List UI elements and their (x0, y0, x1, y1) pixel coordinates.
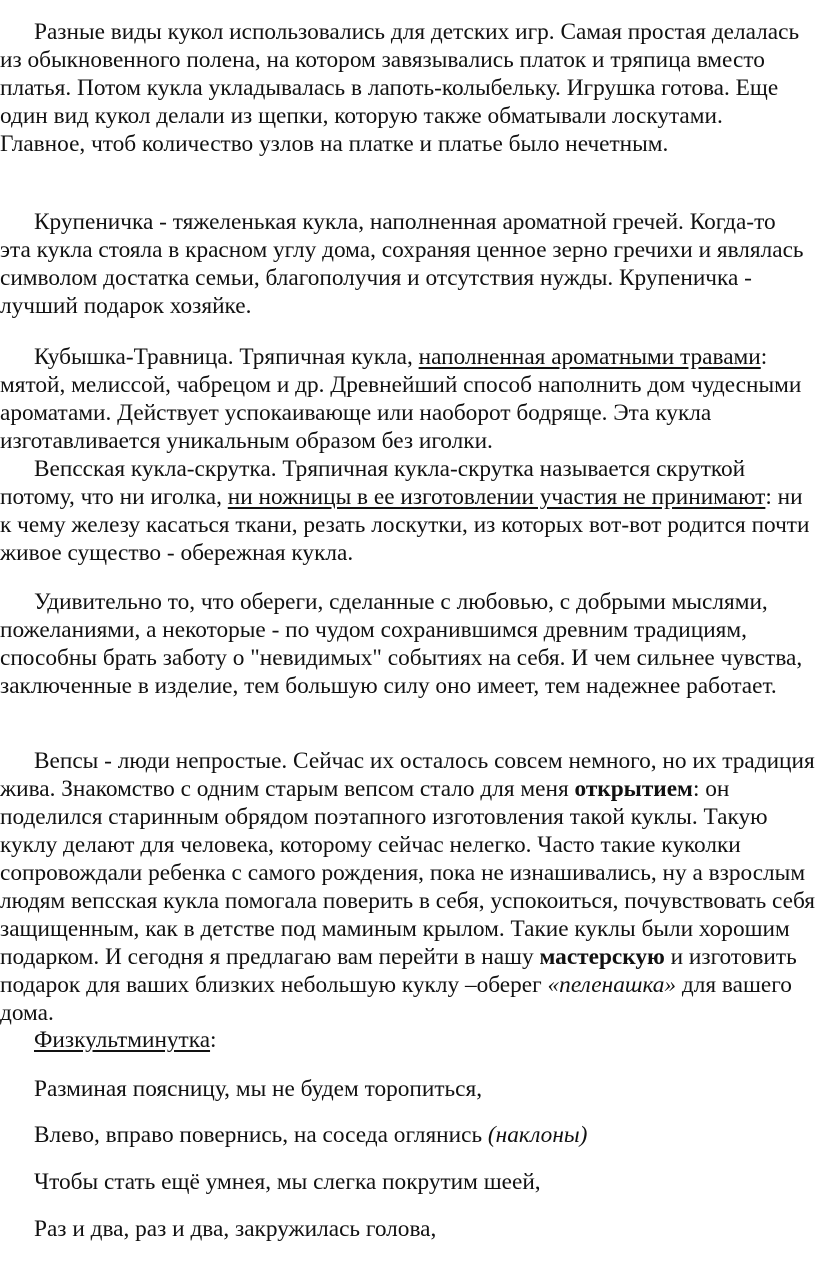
paragraph-krupenichka: Крупеничка - тяжеленькая кукла, наполненная ароматной гречей. Когда-то эта кукла стояла в красном углу дома, сохраняя ценное зерно гречихи и являлась символом достатка семьи, благополучия и отсутствия нужды. Крупеничка - лучший подарок хозяйке. (0, 209, 804, 319)
vepsy-bold-otkrytiem: открытием (574, 776, 693, 802)
paragraph-dolls-types: Разные виды кукол использовались для детских игр. Самая простая делалась из обыкновенного полена, на котором завязывались платок и тряпица вместо платья. Потом кукла укладывалась в лапоть-колыбельку. Игрушка готова. Еще один вид кукол делали из щепки, которую также обматывали лоскутами. Главное, чтоб количество узлов на платке и платье было нечетным. (0, 19, 800, 157)
skrutka-text-end: : ни к чему железу касаться ткани, резать лоскутки, из которых вот-вот родится почти живое существо - обережная кукла. (0, 484, 810, 566)
vepsy-text-b: : он поделился старинным обрядом поэтапного изготовления такой куклы. Такую куклу делают для человека, которому сейчас нелегко. Часто такие куколки сопровождали ребенка с самого рождения, пока не изнашивались, ну а взрослым людям вепсская кукла помогала поверить в себя, успокоиться, почувствовать себя защищенным, как в детстве под маминым крылом. Такие куклы были хорошим подарком. И сегодня я предлагаю вам перейти в нашу (0, 776, 816, 970)
fizkultminutka-label: Физкультминутка (34, 1027, 211, 1053)
skrutka-underlined-phrase: ни ножницы в ее изготовлении участия не принимают (227, 484, 766, 510)
poem-line-2-text: Влево, вправо повернись, на соседа оглянись (34, 1122, 488, 1148)
paragraph-kubyshka (0, 343, 816, 455)
poem-line-2-italic: (наклоны) (487, 1122, 588, 1148)
poem-line-3: Чтобы стать ещё умнея, мы слегка покрутим шеей, (34, 1169, 541, 1195)
fizkultminutka-colon: : (210, 1027, 217, 1053)
vepsy-bold-masterskaya: мастерскую (539, 944, 665, 970)
vepsy-text-c: и изготовить подарок для ваших близких небольшую куклу –оберег (0, 944, 797, 998)
paragraph-vepsy (0, 747, 816, 1027)
vepsy-italic-pelenashka: «пеленашка» (547, 972, 677, 998)
skrutka-text-start: Вепсская кукла-скрутка. Тряпичная кукла-скрутка называется скруткой потому, что ни иголка, (0, 456, 746, 510)
poem-line-1: Разминая поясницу, мы не будем торопиться, (34, 1076, 483, 1102)
poem-line-2 (34, 1121, 587, 1149)
kubyshka-text-start: Кубышка-Травница. Тряпичная кукла, (34, 344, 419, 370)
kubyshka-text-end: : мятой, мелиссой, чабрецом и др. Древнейший способ наполнить дом чудесными ароматами. Действует успокаивающе или наоборот бодряще. Эта кукла изготавливается уникальным образом без иголки. (0, 344, 802, 454)
poem-line-4: Раз и два, раз и два, закружилась голова, (34, 1216, 437, 1242)
paragraph-vepsskaya-skrutka (0, 455, 816, 567)
fizkultminutka-heading (34, 1026, 217, 1054)
vepsy-text-d: для вашего дома. (0, 972, 792, 1026)
vepsy-text-a: Вепсы - люди непростые. Сейчас их осталось совсем немного, но их традиция жива. Знакомство с одним старым вепсом стало для меня (0, 748, 815, 802)
paragraph-obereg: Удивительно то, что обереги, сделанные с любовью, с добрыми мыслями, пожеланиями, а некоторые - по чудом сохранившимся древним традициям, способны брать заботу о "невидимых" событиях на себя. И чем сильнее чувства, заключенные в изделие, тем большую силу оно имеет, тем надежнее работает. (0, 589, 803, 699)
kubyshka-underlined-phrase: наполненная ароматными травами (418, 344, 761, 370)
